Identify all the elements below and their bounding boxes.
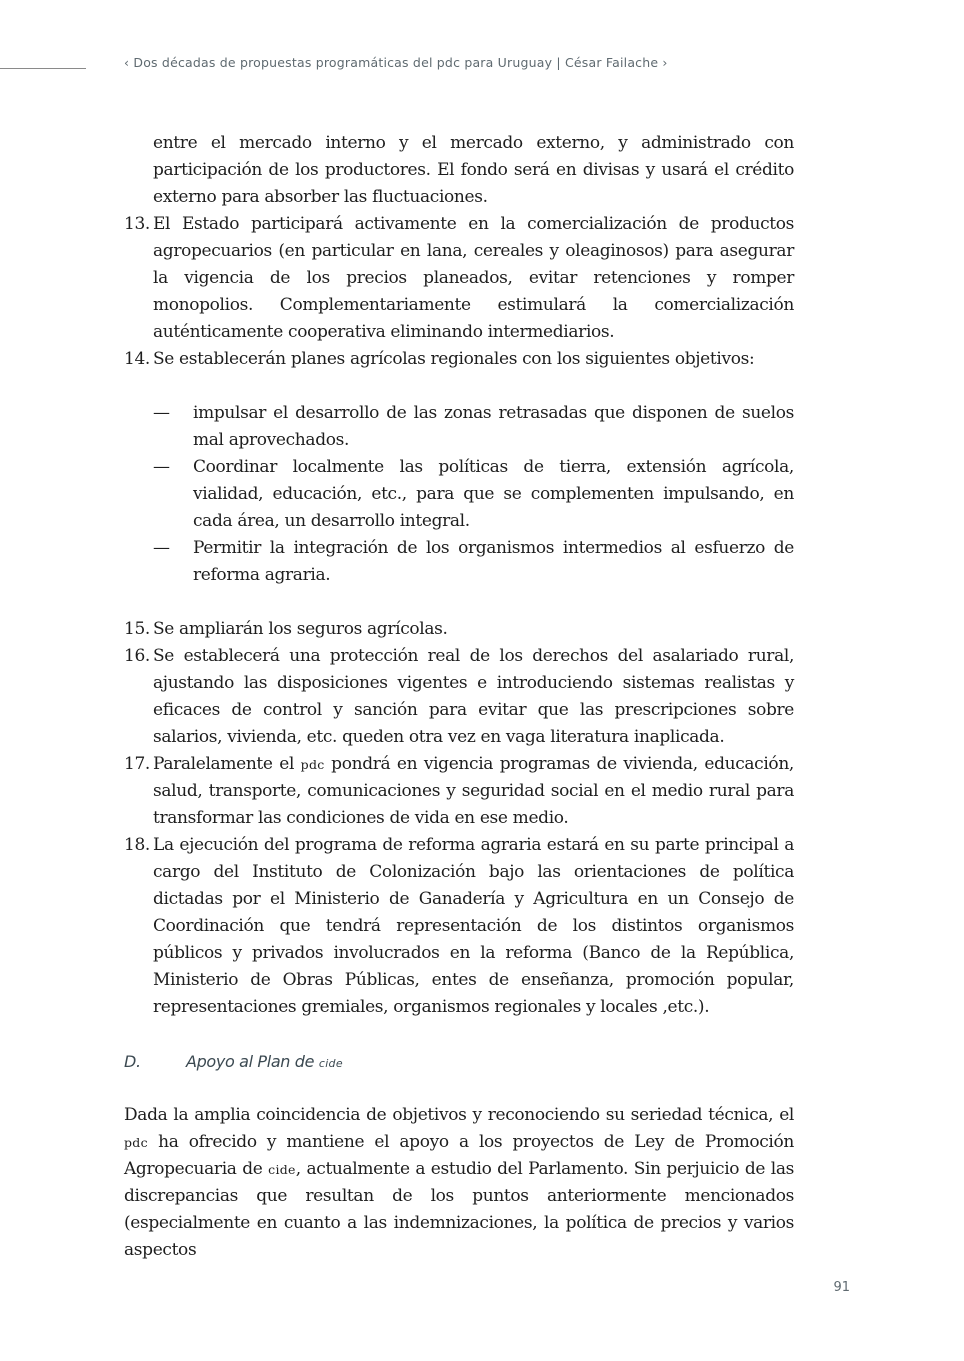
section-title-text: Apoyo al Plan de xyxy=(186,1052,319,1071)
main-text xyxy=(124,130,794,1264)
continuation-paragraph: entre el mercado interno y el mercado externo, y administrado con participación de los productores. El fondo será en divisas y usará el crédito externo para absorber las fluctuaciones. xyxy=(153,133,794,207)
pdc-abbreviation: pdc xyxy=(124,1135,148,1150)
bullet-item xyxy=(124,535,794,589)
item-number: 15. xyxy=(124,619,150,639)
item-number: 17. xyxy=(124,754,150,774)
dash-marker: — xyxy=(153,538,170,558)
item-text-after: pondrá en vigencia programas de vivienda, educación, salud, transporte, comunicaciones y seguridad social en el medio rural para transformar las condiciones de vida en ese medio. xyxy=(153,754,794,828)
item-text: Se establecerá una protección real de los derechos del asalariado rural, ajustando las disposiciones vigentes e introduciendo sistemas realistas y eficaces de control y sanción para evitar que las prescripciones sobre salarios, vivienda, etc. queden otra vez en vaga literatura inaplicada. xyxy=(153,646,794,747)
list-item-18 xyxy=(124,832,794,1021)
item-number: 18. xyxy=(124,835,150,855)
bullet-text: impulsar el desarrollo de las zonas retrasadas que disponen de suelos mal aprovechados. xyxy=(193,403,794,450)
running-head: ‹ Dos décadas de propuestas programáticas del pdc para Uruguay | César Failache › xyxy=(124,55,668,70)
cide-abbreviation: cide xyxy=(268,1162,296,1177)
bullet-item xyxy=(124,454,794,535)
item-text: La ejecución del programa de reforma agraria estará en su parte principal a cargo del Instituto de Colonización bajo las orientaciones de política dictadas por el Ministerio de Ganadería y Agricultura en un Consejo de Coordinación que tendrá representación de los distintos organismos públicos y privados involucrados en la reforma (Banco de la República, Ministerio de Obras Públicas, entes de enseñanza, promoción popular, representaciones gremiales, organismos regionales y locales ,etc.). xyxy=(153,835,794,1017)
cide-abbreviation: cide xyxy=(318,1057,343,1070)
item-text xyxy=(153,754,794,828)
bullet-text: Permitir la integración de los organismos intermedios al esfuerzo de reforma agraria. xyxy=(193,538,794,585)
list-item-14 xyxy=(124,346,794,373)
section-heading xyxy=(124,1048,794,1075)
item-text-before: Paralelamente el xyxy=(153,754,301,774)
section-letter: D. xyxy=(124,1052,141,1071)
page-number: 91 xyxy=(833,1280,850,1295)
section-title xyxy=(186,1048,343,1077)
item-text: El Estado participará activamente en la comercialización de productos agropecuarios (en particular en lana, cereales y oleaginosos) para asegurar la vigencia de los precios planeados, evitar retenciones y romper monopolios. Complementariamente estimulará la comercialización auténticamente cooperativa eliminando intermediarios. xyxy=(153,214,794,342)
item-number: 13. xyxy=(124,214,150,234)
list-item-17 xyxy=(124,751,794,832)
bullet-text: Coordinar localmente las políticas de tierra, extensión agrícola, vialidad, educación, etc., para que se complementen impulsando, en cada área, un desarrollo integral. xyxy=(193,457,794,531)
list-item-15 xyxy=(124,616,794,643)
closing-paragraph xyxy=(124,1102,794,1264)
list-item-16 xyxy=(124,643,794,751)
header-rule xyxy=(0,68,86,69)
pdc-abbreviation: pdc xyxy=(300,757,325,772)
closing-text-1: Dada la amplia coincidencia de objetivos y reconociendo su seriedad técnica, el xyxy=(124,1105,794,1125)
bullet-item xyxy=(124,400,794,454)
item-number: 14. xyxy=(124,349,150,369)
dash-marker: — xyxy=(153,403,170,423)
list-item-13 xyxy=(124,211,794,346)
objectives-list xyxy=(124,400,794,589)
item-text: Se ampliarán los seguros agrícolas. xyxy=(153,619,448,639)
item-text: Se establecerán planes agrícolas regionales con los siguientes objetivos: xyxy=(153,349,755,369)
closing-text-2: ha ofrecido y mantiene el apoyo a los proyectos de Ley de Promoción Agropecuaria de xyxy=(124,1132,794,1179)
item-number: 16. xyxy=(124,646,150,666)
closing-text-3: , actualmente a estudio del Parlamento. Sin perjuicio de las discrepancias que resultan de los puntos anteriormente mencionados (especialmente en cuanto a las indemnizaciones, la política de precios y varios aspectos xyxy=(124,1159,795,1260)
dash-marker: — xyxy=(153,457,170,477)
